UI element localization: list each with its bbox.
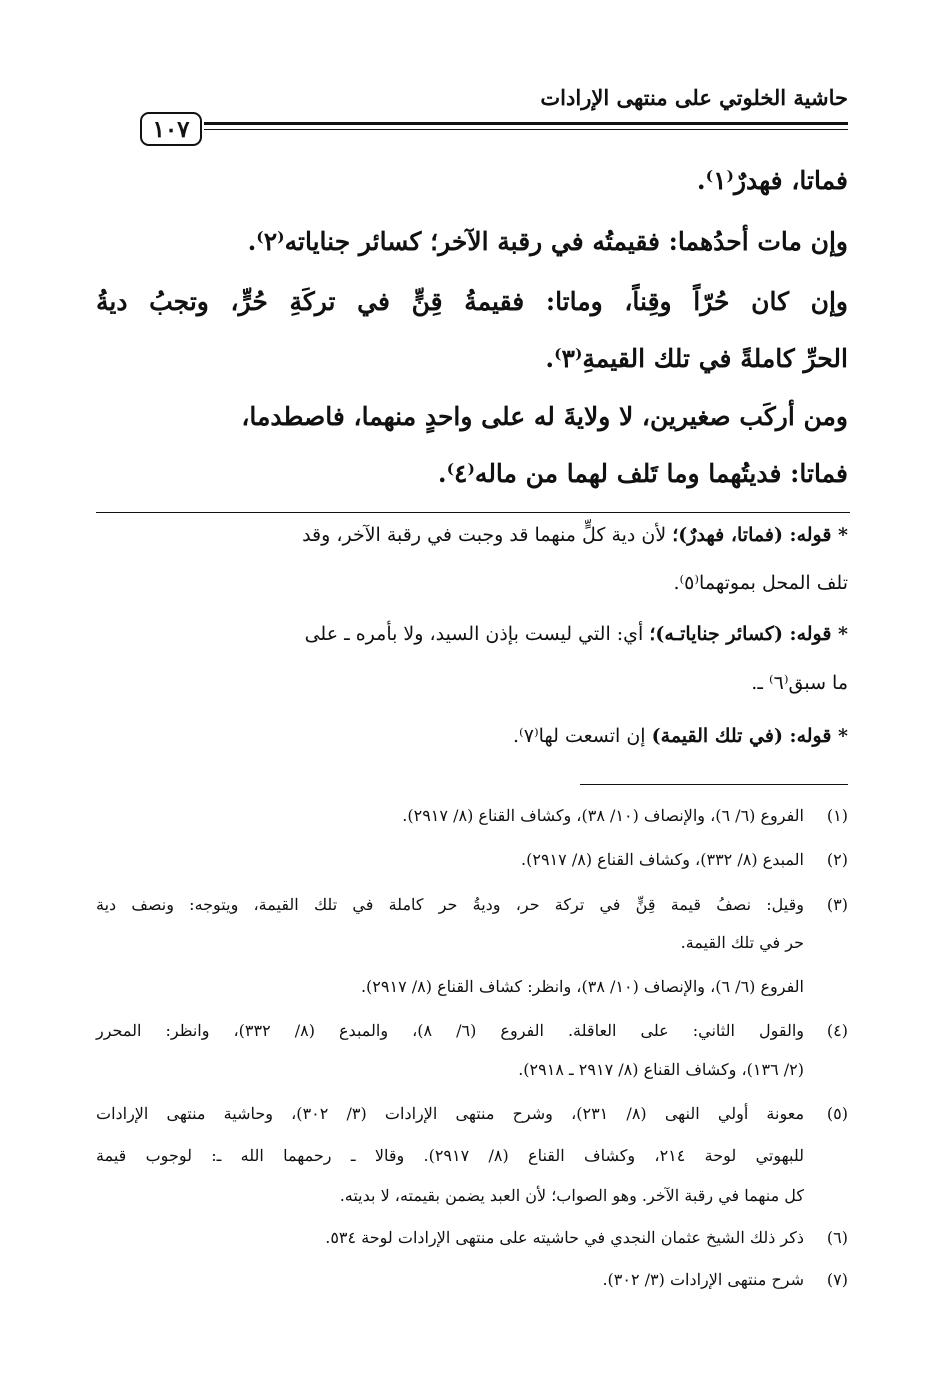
footnote-text: شرح منتهى الإرادات (٣/ ٣٠٢). bbox=[602, 1270, 804, 1289]
header-rule-thin bbox=[204, 129, 848, 130]
footnote-number: (٢) bbox=[826, 850, 848, 869]
footnote-continuation: للبهوتي لوحة ٢١٤، وكشاف القناع (٨/ ٢٩١٧). وقالا ـ رحمهما الله ـ: لوجوب قيمة bbox=[96, 1146, 804, 1165]
commentary-text: ما سبق⁽٦⁾ ـ. bbox=[751, 672, 848, 694]
commentary-text: تلف المحل بموتهما⁽٥⁾. bbox=[673, 572, 848, 594]
footnote-text: وقيل: نصفُ قيمة قِنٍّ في تركة حر، وديةُ حر كاملة في تلك القيمة، ويتوجه: ونصف دية bbox=[96, 895, 804, 914]
commentary-lead: * قوله: (فماتا، فهدرٌ)؛ bbox=[672, 524, 848, 546]
main-text-line: وإن كان حُرّاً وقِناً، وماتا: فقيمةُ قِنٍّ في تركَةِ حُرٍّ، وتجبُ ديةُ bbox=[96, 287, 848, 316]
footnote bbox=[96, 1228, 848, 1250]
header-rule-thick bbox=[204, 122, 848, 125]
footnote-number: (١) bbox=[826, 806, 848, 825]
commentary-line bbox=[96, 672, 848, 694]
commentary-line bbox=[96, 623, 848, 645]
main-text-line: الحرِّ كاملةً في تلك القيمةِ⁽٣⁾. bbox=[545, 344, 848, 373]
footnote-number: (٦) bbox=[826, 1228, 848, 1247]
commentary-lead: * قوله: (كسائر جناياتـه)؛ bbox=[649, 623, 848, 645]
footnote-number: (٤) bbox=[826, 1021, 848, 1040]
footnote bbox=[96, 806, 848, 828]
main-text-line: وإن مات أحدُهما: فقيمتُه في رقبة الآخر؛ كسائر جناياته⁽٢⁾. bbox=[247, 227, 848, 256]
commentary-line bbox=[96, 572, 848, 594]
footnote-number: (٧) bbox=[826, 1270, 848, 1289]
footnote bbox=[96, 850, 848, 872]
footnote-continuation: كل منهما في رقبة الآخر. وهو الصواب؛ لأن العبد يضمن بقيمته، لا بديته. bbox=[339, 1186, 804, 1205]
footnote-number: (٥) bbox=[826, 1104, 848, 1123]
footnote-text: الفروع (٦/ ٦)، والإنصاف (١٠/ ٣٨)، وكشاف القناع (٨/ ٢٩١٧). bbox=[402, 806, 804, 825]
commentary-line bbox=[96, 725, 848, 747]
footnote-number: (٣) bbox=[826, 895, 848, 914]
footnote-continuation: (٢/ ١٣٦)، وكشاف القناع (٨/ ٢٩١٧ ـ ٢٩١٨). bbox=[518, 1060, 804, 1079]
commentary-separator bbox=[96, 512, 850, 513]
main-text-line: فماتا: فديتُهما وما تَلف لهما من ماله⁽٤⁾. bbox=[437, 459, 848, 488]
commentary-lead: * قوله: (في تلك القيمة) bbox=[651, 725, 848, 747]
footnote-text: المبدع (٨/ ٣٣٢)، وكشاف القناع (٨/ ٢٩١٧). bbox=[521, 850, 804, 869]
main-text-line: فماتا، فهدرٌ⁽١⁾. bbox=[696, 166, 848, 195]
commentary-text: لأن دية كلٍّ منهما قد وجبت في رقبة الآخر، وقد bbox=[302, 524, 673, 546]
main-text-line: ومن أركَب صغيرين، لا ولايةَ له على واحدٍ منهما، فاصطدما، bbox=[241, 402, 848, 431]
footnote-text: معونة أولي النهى (٨/ ٢٣١)، وشرح منتهى الإرادات (٣/ ٣٠٢)، وحاشية منتهى الإرادات bbox=[96, 1104, 805, 1123]
footnote-continuation: حر في تلك القيمة. bbox=[680, 933, 804, 952]
commentary-text: إن اتسعت لها⁽٧⁾. bbox=[513, 725, 652, 747]
commentary-line bbox=[96, 524, 848, 546]
footnote bbox=[96, 895, 848, 917]
footnote bbox=[96, 1021, 848, 1043]
footnote-text: والقول الثاني: على العاقلة. الفروع (٦/ ٨)، والمبدع (٨/ ٣٣٢)، وانظر: المحرر bbox=[96, 1021, 805, 1040]
footnote-text: ذكر ذلك الشيخ عثمان النجدي في حاشيته على منتهى الإرادات لوحة ٥٣٤. bbox=[325, 1228, 804, 1247]
page-number: ١٠٧ bbox=[140, 112, 202, 146]
footnote bbox=[96, 1270, 848, 1292]
commentary-text: أي: التي ليست بإذن السيد، ولا بأمره ـ على bbox=[304, 623, 650, 645]
footnote bbox=[96, 1104, 848, 1126]
footnote-continuation: الفروع (٦/ ٦)، والإنصاف (١٠/ ٣٨)، وانظر: كشاف القناع (٨/ ٢٩١٧). bbox=[360, 977, 804, 996]
footnote-separator bbox=[580, 784, 848, 785]
running-head-title: حاشية الخلوتي على منتهى الإرادات bbox=[540, 85, 848, 110]
